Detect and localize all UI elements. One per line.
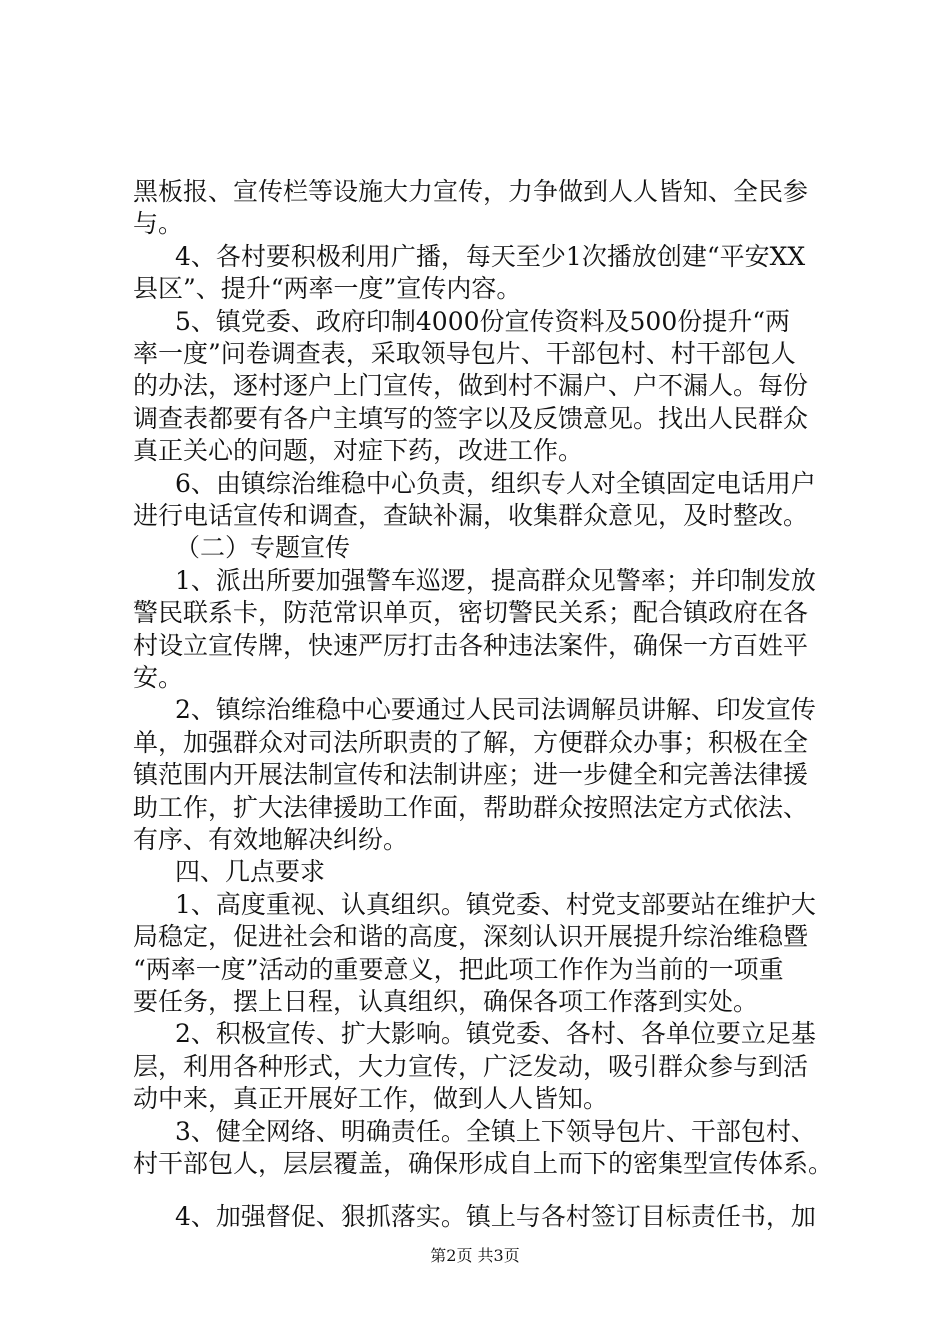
- text-line: 局稳定，促进社会和谐的高度，深刻认识开展提升综治维稳暨: [133, 922, 809, 951]
- text-line: 黑板报、宣传栏等设施大力宣传，力争做到人人皆知、全民参: [133, 177, 809, 206]
- text-line: 调查表都要有各户主填写的签字以及反馈意见。找出人民群众: [133, 404, 809, 433]
- section-heading: 四、几点要求: [175, 857, 326, 886]
- text-line: 3、健全网络、明确责任。全镇上下领导包片、干部包村、: [175, 1117, 816, 1146]
- text-line: 2、镇综治维稳中心要通过人民司法调解员讲解、印发宣传: [175, 695, 816, 724]
- text-line: 1、派出所要加强警车巡逻，提高群众见警率；并印制发放: [175, 566, 816, 595]
- text-line: 4、各村要积极利用广播，每天至少1次播放创建“平安XX: [175, 242, 806, 271]
- text-line: 县区”、提升“两率一度”宣传内容。: [133, 274, 522, 303]
- text-line: 村干部包人，层层覆盖，确保形成自上而下的密集型宣传体系。: [133, 1149, 834, 1178]
- text-line: 4、加强督促、狠抓落实。镇上与各村签订目标责任书，加: [175, 1202, 816, 1231]
- text-line: 单，加强群众对司法所职责的了解，方便群众办事；积极在全: [133, 728, 809, 757]
- page-footer: 第2页 共3页: [430, 1246, 520, 1265]
- text-line: 6、由镇综治维稳中心负责，组织专人对全镇固定电话用户: [175, 469, 816, 498]
- text-line: 率一度”问卷调查表，采取领导包片、干部包村、村干部包人: [133, 339, 796, 368]
- text-line: 村设立宣传牌，快速严厉打击各种违法案件，确保一方百姓平: [133, 631, 809, 660]
- section-heading: （二）专题宣传: [175, 533, 351, 562]
- text-line: 的办法，逐村逐户上门宣传，做到村不漏户、户不漏人。每份: [133, 371, 809, 400]
- text-line: 有序、有效地解决纠纷。: [133, 825, 409, 854]
- text-line: 动中来，真正开展好工作，做到人人皆知。: [133, 1084, 609, 1113]
- text-line: 安。: [133, 663, 184, 692]
- text-line: 2、积极宣传、扩大影响。镇党委、各村、各单位要立足基: [175, 1019, 816, 1048]
- text-line: “两率一度”活动的重要意义，把此项工作作为当前的一项重: [133, 955, 784, 984]
- text-line: 要任务，摆上日程，认真组织，确保各项工作落到实处。: [133, 987, 759, 1016]
- text-line: 助工作，扩大法律援助工作面，帮助群众按照法定方式依法、: [133, 793, 809, 822]
- text-line: 镇范围内开展法制宣传和法制讲座；进一步健全和完善法律援: [133, 760, 809, 789]
- text-line: 5、镇党委、政府印制4000份宣传资料及500份提升“两: [175, 307, 791, 336]
- text-line: 真正关心的问题，对症下药，改进工作。: [133, 436, 584, 465]
- text-line: 层，利用各种形式，大力宣传，广泛发动，吸引群众参与到活: [133, 1052, 809, 1081]
- text-line: 与。: [133, 209, 184, 238]
- text-line: 1、高度重视、认真组织。镇党委、村党支部要站在维护大: [175, 890, 816, 919]
- text-line: 进行电话宣传和调查，查缺补漏，收集群众意见，及时整改。: [133, 501, 809, 530]
- text-line: 警民联系卡，防范常识单页，密切警民关系；配合镇政府在各: [133, 598, 809, 627]
